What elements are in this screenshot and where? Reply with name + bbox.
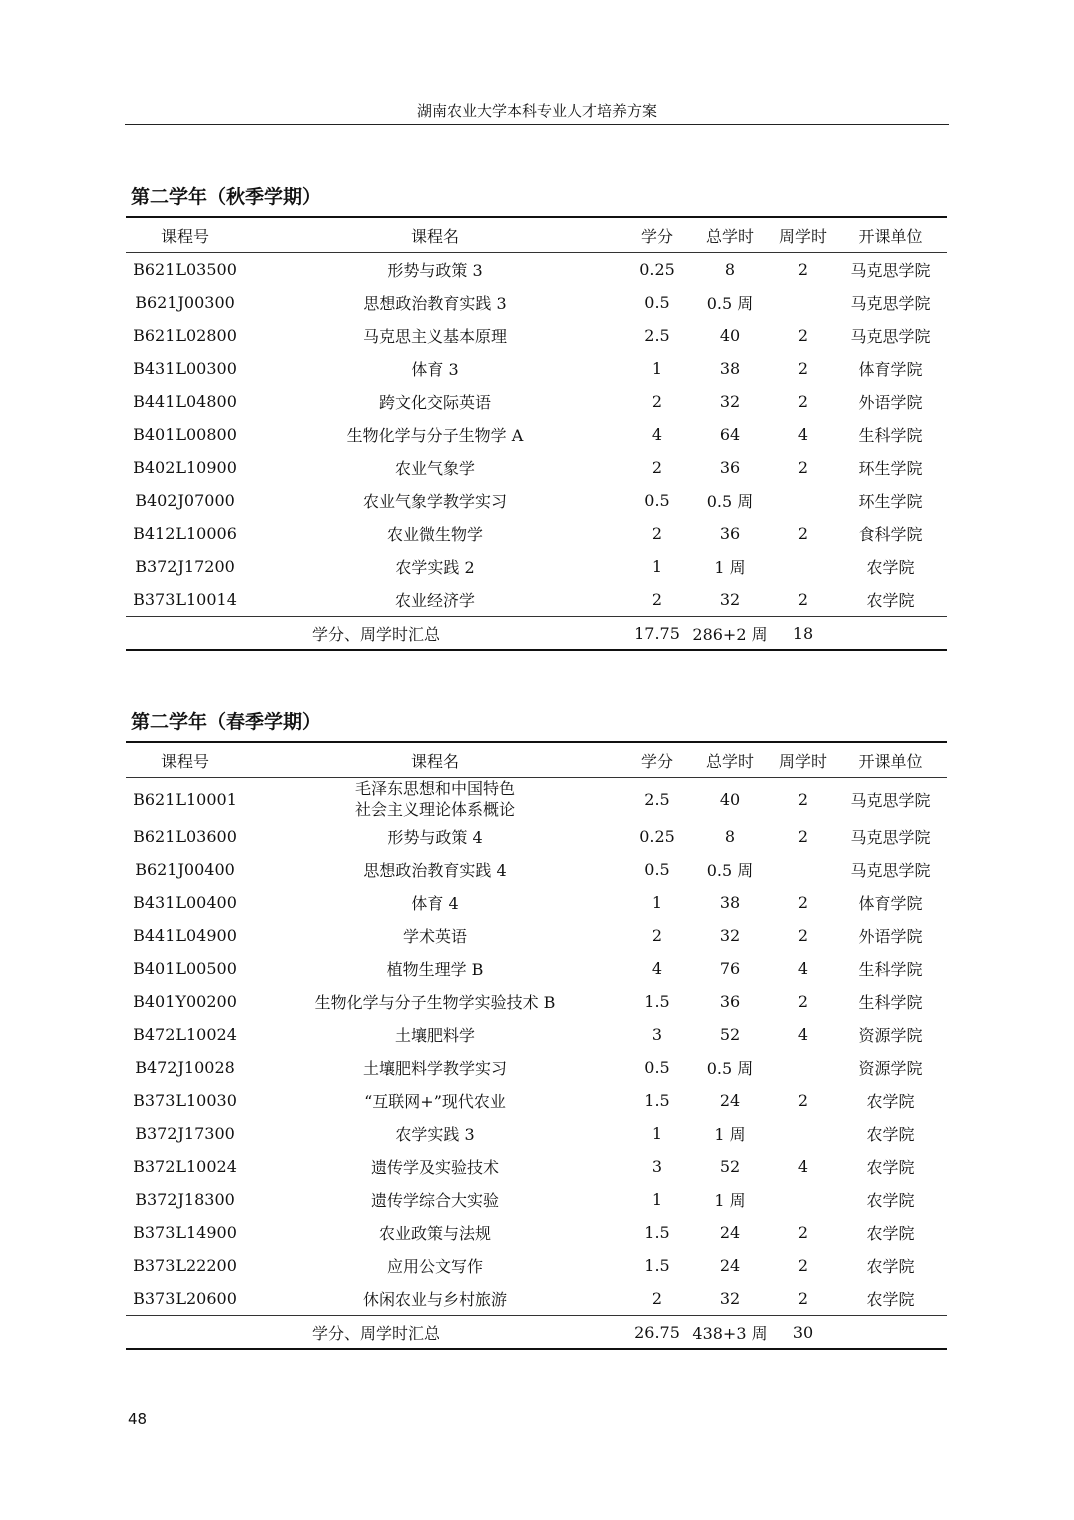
total-hours: 286+2 周 (688, 617, 772, 651)
table-row (126, 1183, 947, 1216)
course-credit: 0.5 (644, 860, 670, 879)
course-dept: 马克思学院 (850, 261, 931, 280)
course-credit: 1 (651, 359, 663, 378)
course-dept: 体育学院 (858, 360, 923, 379)
course-weekly: 2 (797, 392, 809, 411)
course-weekly: 2 (797, 524, 809, 543)
table-row (126, 919, 947, 952)
course-dept: 体育学院 (858, 894, 923, 913)
course-credit: 4 (651, 959, 663, 978)
course-code: B372J18300 (135, 1190, 235, 1209)
course-dept: 马克思学院 (850, 828, 931, 847)
table-row (126, 1084, 947, 1117)
total-label: 学分、周学时汇总 (126, 617, 626, 651)
table-row (126, 1249, 947, 1282)
table-row (126, 352, 947, 385)
course-name: 跨文化交际英语 (378, 393, 491, 412)
course-weekly: 2 (797, 359, 809, 378)
course-hours: 0.5 周 (706, 861, 754, 880)
course-weekly (772, 1183, 834, 1216)
course-name: 农业微生物学 (386, 525, 483, 544)
course-name: 农学实践 3 (395, 1125, 475, 1144)
course-weekly (772, 286, 834, 319)
course-code: B372J17200 (135, 557, 235, 576)
course-dept: 外语学院 (858, 927, 923, 946)
course-name: 农学实践 2 (395, 558, 475, 577)
course-credit: 1.5 (644, 1256, 670, 1275)
course-name: 农业政策与法规 (378, 1224, 491, 1243)
table-row (126, 550, 947, 583)
course-weekly: 4 (797, 1157, 809, 1176)
table-row (126, 886, 947, 919)
total-row (126, 1316, 947, 1350)
autumn-section-title: 第二学年（秋季学期） (131, 186, 322, 208)
course-dept: 马克思学院 (850, 790, 931, 810)
course-credit: 1 (651, 557, 663, 576)
course-name: 体育 4 (411, 894, 459, 913)
table-row (126, 853, 947, 886)
course-hours: 36 (719, 992, 741, 1011)
table-row (126, 253, 947, 287)
col-header-weekly: 周学时 (772, 742, 834, 778)
course-name: 农业经济学 (394, 591, 475, 610)
course-weekly (772, 484, 834, 517)
course-credit: 0.5 (644, 293, 670, 312)
total-empty (834, 617, 947, 651)
course-weekly (772, 1117, 834, 1150)
course-weekly: 2 (797, 827, 809, 846)
course-dept: 环生学院 (858, 459, 923, 478)
col-header-code: 课程号 (126, 217, 244, 253)
course-credit: 3 (651, 1025, 663, 1044)
total-credits: 17.75 (626, 617, 688, 651)
col-header-code: 课程号 (126, 742, 244, 778)
course-weekly: 4 (797, 425, 809, 444)
course-name: 遗传学综合大实验 (370, 1191, 499, 1210)
course-dept: 马克思学院 (850, 294, 931, 313)
table-row (126, 286, 947, 319)
col-header-credit: 学分 (626, 742, 688, 778)
autumn-course-table (126, 216, 947, 651)
course-code: B621L03600 (133, 827, 237, 846)
course-code: B621J00300 (135, 293, 235, 312)
course-hours: 32 (719, 926, 741, 945)
course-code: B431L00300 (133, 359, 237, 378)
course-dept: 农学院 (866, 1125, 915, 1144)
course-name: 休闲农业与乡村旅游 (362, 1290, 507, 1309)
course-name: 应用公文写作 (386, 1257, 483, 1276)
course-code: B373L22200 (133, 1256, 237, 1275)
course-hours: 64 (719, 425, 741, 444)
course-credit: 4 (651, 425, 663, 444)
col-header-dept: 开课单位 (834, 217, 947, 253)
course-hours: 24 (719, 1223, 741, 1242)
course-weekly: 2 (797, 1256, 809, 1275)
course-weekly: 2 (797, 326, 809, 345)
course-credit: 0.5 (644, 1058, 670, 1077)
table-row (126, 1117, 947, 1150)
course-credit: 2.5 (644, 326, 670, 345)
course-dept: 农学院 (866, 558, 915, 577)
course-dept: 农学院 (866, 1158, 915, 1177)
course-code: B621J00400 (135, 860, 235, 879)
course-code: B373L20600 (133, 1289, 237, 1308)
course-hours: 1 周 (714, 1191, 746, 1210)
course-code: B472J10028 (135, 1058, 235, 1077)
course-code: B621L10001 (133, 789, 237, 809)
course-name: 形势与政策 4 (387, 828, 483, 847)
course-name: 思想政治教育实践 4 (363, 861, 507, 880)
spring-section-title: 第二学年（春季学期） (131, 711, 322, 733)
course-dept: 环生学院 (858, 492, 923, 511)
course-name: 生物化学与分子生物学实验技术 B (314, 993, 556, 1012)
course-name: 遗传学及实验技术 (370, 1158, 499, 1177)
table-row (126, 418, 947, 451)
course-dept: 生科学院 (858, 960, 923, 979)
page-number: 48 (128, 1410, 148, 1428)
course-name: 生物化学与分子生物学 A (346, 426, 524, 445)
course-name: 毛泽东思想和中国特色 社会主义理论体系概论 (354, 779, 515, 819)
table-row (126, 778, 947, 821)
table-row (126, 1051, 947, 1084)
course-dept: 农学院 (866, 1191, 915, 1210)
course-hours: 52 (719, 1025, 741, 1044)
course-hours: 40 (719, 789, 741, 809)
table-row (126, 952, 947, 985)
course-code: B372J17300 (135, 1124, 235, 1143)
col-header-weekly: 周学时 (772, 217, 834, 253)
course-code: B373L14900 (133, 1223, 237, 1242)
course-weekly: 2 (797, 1091, 809, 1110)
course-dept: 资源学院 (858, 1059, 923, 1078)
table-row (126, 451, 947, 484)
col-header-name: 课程名 (244, 742, 626, 778)
course-weekly: 2 (797, 590, 809, 609)
course-credit: 2 (651, 590, 663, 609)
course-code: B431L00400 (133, 893, 237, 912)
course-hours: 36 (719, 458, 741, 477)
course-weekly: 4 (797, 1025, 809, 1044)
course-credit: 2.5 (644, 789, 670, 809)
table-row (126, 484, 947, 517)
course-weekly: 2 (797, 926, 809, 945)
course-credit: 2 (651, 524, 663, 543)
course-hours: 32 (719, 1289, 741, 1308)
course-credit: 2 (651, 1289, 663, 1308)
table-header-row (126, 217, 947, 253)
total-weekly: 30 (772, 1316, 834, 1350)
table-row (126, 985, 947, 1018)
course-name: 马克思主义基本原理 (362, 327, 507, 346)
table-row (126, 1216, 947, 1249)
course-hours: 1 周 (714, 1125, 746, 1144)
course-name: 土壤肥料学教学实习 (362, 1059, 507, 1078)
col-header-credit: 学分 (626, 217, 688, 253)
course-name: 学术英语 (402, 927, 467, 946)
course-weekly: 2 (797, 260, 809, 279)
course-weekly: 4 (797, 959, 809, 978)
course-code: B621L03500 (133, 260, 237, 279)
course-name: 体育 3 (411, 360, 459, 379)
course-dept: 马克思学院 (850, 861, 931, 880)
course-credit: 1 (651, 893, 663, 912)
table-row (126, 1018, 947, 1051)
course-hours: 40 (719, 326, 741, 345)
course-dept: 农学院 (866, 1257, 915, 1276)
total-label: 学分、周学时汇总 (126, 1316, 626, 1350)
course-credit: 2 (651, 458, 663, 477)
course-weekly: 2 (797, 458, 809, 477)
course-name: 植物生理学 B (386, 960, 484, 979)
course-hours: 76 (719, 959, 741, 978)
course-credit: 1.5 (644, 1223, 670, 1242)
course-code: B401Y00200 (133, 992, 237, 1011)
course-hours: 32 (719, 590, 741, 609)
course-name: 农业气象学教学实习 (362, 492, 507, 511)
course-weekly: 2 (797, 1289, 809, 1308)
course-weekly: 2 (797, 992, 809, 1011)
course-hours: 1 周 (714, 558, 746, 577)
course-dept: 农学院 (866, 1224, 915, 1243)
course-hours: 32 (719, 392, 741, 411)
course-name: 思想政治教育实践 3 (363, 294, 507, 313)
course-dept: 农学院 (866, 1290, 915, 1309)
total-credits: 26.75 (626, 1316, 688, 1350)
course-dept: 生科学院 (858, 426, 923, 445)
col-header-name: 课程名 (244, 217, 626, 253)
course-dept: 马克思学院 (850, 327, 931, 346)
course-credit: 1.5 (644, 992, 670, 1011)
course-dept: 农学院 (866, 591, 915, 610)
course-credit: 0.5 (644, 491, 670, 510)
course-credit: 2 (651, 926, 663, 945)
course-weekly: 2 (797, 1223, 809, 1242)
course-credit: 1.5 (644, 1091, 670, 1110)
course-hours: 24 (719, 1091, 741, 1110)
course-dept: 外语学院 (858, 393, 923, 412)
course-hours: 24 (719, 1256, 741, 1275)
course-code: B412L10006 (133, 524, 237, 543)
total-row (126, 617, 947, 651)
course-dept: 食科学院 (858, 525, 923, 544)
course-credit: 1 (651, 1124, 663, 1143)
course-code: B402J07000 (135, 491, 235, 510)
course-credit: 0.25 (639, 827, 675, 846)
table-row (126, 583, 947, 617)
course-weekly (772, 853, 834, 886)
course-code: B373L10030 (133, 1091, 237, 1110)
course-hours: 8 (724, 260, 736, 279)
course-code: B621L02800 (133, 326, 237, 345)
course-name: 土壤肥料学 (394, 1026, 475, 1045)
course-weekly: 2 (797, 789, 809, 809)
table-row (126, 517, 947, 550)
course-code: B441L04900 (133, 926, 237, 945)
course-dept: 资源学院 (858, 1026, 923, 1045)
course-name: 农业气象学 (394, 459, 475, 478)
course-credit: 2 (651, 392, 663, 411)
course-code: B373L10014 (133, 590, 237, 609)
table-row (126, 1282, 947, 1316)
course-credit: 3 (651, 1157, 663, 1176)
course-hours: 36 (719, 524, 741, 543)
course-code: B402L10900 (133, 458, 237, 477)
col-header-hours: 总学时 (688, 217, 772, 253)
course-hours: 52 (719, 1157, 741, 1176)
course-code: B401L00800 (133, 425, 237, 444)
course-dept: 农学院 (866, 1092, 915, 1111)
total-weekly: 18 (772, 617, 834, 651)
total-hours: 438+3 周 (688, 1316, 772, 1350)
course-code: B441L04800 (133, 392, 237, 411)
course-weekly (772, 550, 834, 583)
course-code: B472L10024 (133, 1025, 237, 1044)
course-credit: 1 (651, 1190, 663, 1209)
total-empty (834, 1316, 947, 1350)
table-row (126, 319, 947, 352)
table-header-row (126, 742, 947, 778)
course-name: “互联网+”现代农业 (364, 1092, 506, 1111)
course-name: 形势与政策 3 (387, 261, 483, 280)
course-hours: 38 (719, 359, 741, 378)
course-code: B372L10024 (133, 1157, 237, 1176)
table-row (126, 820, 947, 853)
course-hours: 0.5 周 (706, 294, 754, 313)
course-weekly: 2 (797, 893, 809, 912)
course-credit: 0.25 (639, 260, 675, 279)
course-hours: 8 (724, 827, 736, 846)
col-header-dept: 开课单位 (834, 742, 947, 778)
course-hours: 0.5 周 (706, 492, 754, 511)
course-hours: 38 (719, 893, 741, 912)
course-weekly (772, 1051, 834, 1084)
col-header-hours: 总学时 (688, 742, 772, 778)
course-code: B401L00500 (133, 959, 237, 978)
running-header: 湖南农业大学本科专业人才培养方案 (125, 98, 949, 125)
table-row (126, 385, 947, 418)
table-row (126, 1150, 947, 1183)
spring-course-table (126, 741, 947, 1350)
course-dept: 生科学院 (858, 993, 923, 1012)
course-hours: 0.5 周 (706, 1059, 754, 1078)
